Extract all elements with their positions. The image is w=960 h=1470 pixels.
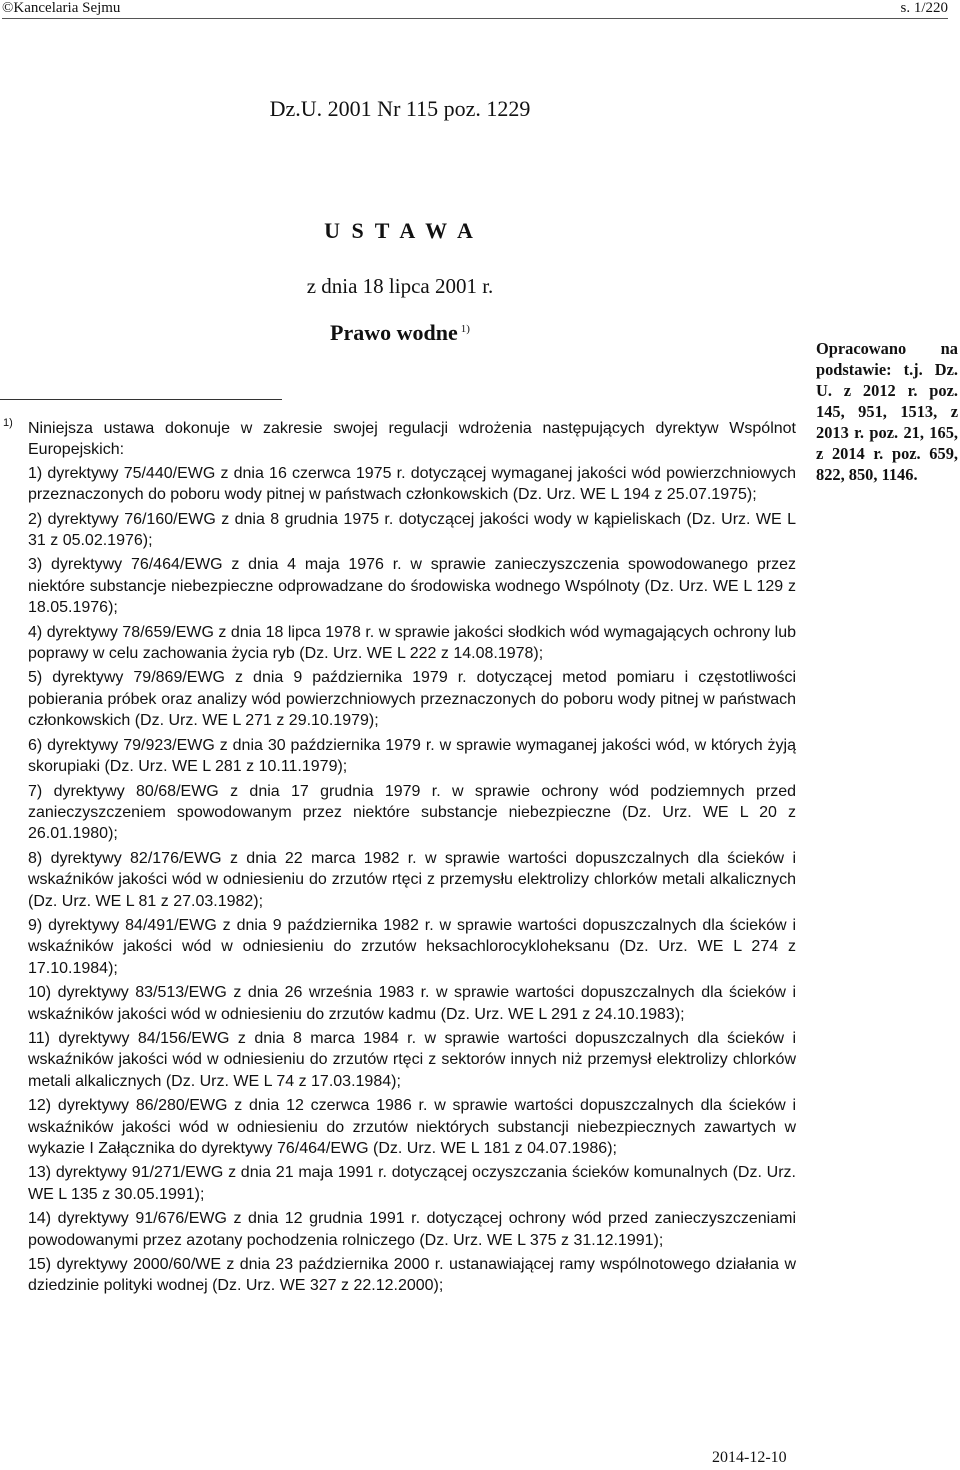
publisher-label: ©Kancelaria Sejmu bbox=[2, 0, 121, 16]
directive-item: 6) dyrektywy 79/923/EWG z dnia 30 października 1979 r. w sprawie wymaganej jakości wód, w których żyją skorupiaki (Dz. Urz. WE L 281 z 10.11.1979); bbox=[28, 736, 796, 776]
sidebar-note: Opracowano na podstawie: t.j. Dz. U. z 2012 r. poz. 145, 951, 1513, z 2013 r. poz. 21, 165, z 2014 r. poz. 659, 822, 850, 1146. bbox=[816, 339, 958, 484]
footnote bbox=[0, 418, 796, 1300]
directive-item: 8) dyrektywy 82/176/EWG z dnia 22 marca 1982 r. w sprawie wartości dopuszczalnych dla ścieków i wskaźników jakości wód w odniesieniu do zrzutów rtęci z przemysłu elektrolizy chlorków metali alkalicznych (Dz. Urz. WE L 81 z 27.03.1982); bbox=[28, 849, 796, 910]
directive-item: 12) dyrektywy 86/280/EWG z dnia 12 czerwca 1986 r. w sprawie wartości dopuszczalnych dla ścieków i wskaźników jakości wód w odniesieniu do zrzutów niektórych substancji niebezpiecznych zawartych w wykazie I Załącznika do dyrektywy 76/464/EWG (Dz. Urz. WE L 181 z 04.07.1986); bbox=[28, 1097, 796, 1157]
page-number: s. 1/220 bbox=[900, 0, 948, 16]
directive-item: 11) dyrektywy 84/156/EWG z dnia 8 marca 1984 r. w sprawie wartości dopuszczalnych dla ścieków i wskaźników jakości wód w odniesieniu do zrzutów rtęci z sektorów innych niż przemysł elektrolizy chlorków metali alkalicznych (Dz. Urz. WE L 74 z 17.03.1984); bbox=[28, 1029, 796, 1090]
directive-item: 14) dyrektywy 91/676/EWG z dnia 12 grudnia 1991 r. dotyczącej ochrony wód przed zanieczyszczeniami powodowanymi przez azotany pochodzenia rolniczego (Dz. Urz. WE L 375 z 31.12.1991); bbox=[28, 1210, 796, 1249]
directive-item: 2) dyrektywy 76/160/EWG z dnia 8 grudnia 1975 r. dotyczącej jakości wody w kąpieliskach (Dz. Urz. WE L 31 z 05.02.1976); bbox=[28, 510, 796, 550]
journal-citation: Dz.U. 2001 Nr 115 poz. 1229 bbox=[269, 96, 531, 121]
footnote-intro: Niniejsza ustawa dokonuje w zakresie swojej regulacji wdrożenia następujących dyrektyw Wspólnot Europejskich: bbox=[28, 420, 796, 459]
footnote-separator bbox=[0, 399, 282, 400]
directive-item: 3) dyrektywy 76/464/EWG z dnia 4 maja 1976 r. w sprawie zanieczyszczenia spowodowanego przez niektóre substancje niebezpieczne odprowadzane do środowiska wodnego Wspólnoty (Dz. Urz. WE L 129 z 18.05.1976); bbox=[28, 556, 796, 617]
directive-item: 4) dyrektywy 78/659/EWG z dnia 18 lipca 1978 r. w sprawie jakości słodkich wód wymagających ochrony lub poprawy w celu zachowania życia ryb (Dz. Urz. WE L 222 z 14.08.1978); bbox=[28, 623, 796, 663]
act-date: z dnia 18 lipca 2001 r. bbox=[306, 274, 494, 298]
act-name-text: Prawo wodne bbox=[330, 320, 458, 345]
directive-item: 5) dyrektywy 79/869/EWG z dnia 9 października 1979 r. dotyczącej metod pomiaru i częstotliwości pobierania próbek oraz analizy wód powierzchniowych przeznaczonych do poboru wody pitnej w państwach członkowskich (Dz. Urz. WE L 271 z 29.10.1979); bbox=[28, 669, 796, 730]
footnote-reference[interactable]: 1) bbox=[460, 322, 470, 335]
directive-list bbox=[28, 463, 796, 1297]
page-header bbox=[2, 0, 948, 19]
directive-item: 9) dyrektywy 84/491/EWG z dnia 9 października 1982 r. w sprawie wartości dopuszczalnych dla ścieków i wskaźników jakości wód w odniesieniu do zrzutów heksachlorocykloheksanu (Dz. Urz. WE L 274 z 17.10.1984); bbox=[28, 916, 796, 977]
directive-item: 7) dyrektywy 80/68/EWG z dnia 17 grudnia 1979 r. w sprawie ochrony wód podziemnych przed zanieczyszczeniem spowodowanym przez niektóre substancje niebezpieczne (Dz. Urz. WE L 20 z 26.01.1980); bbox=[28, 782, 796, 843]
footer-date: 2014-12-10 bbox=[712, 1449, 787, 1466]
directive-item: 15) dyrektywy 2000/60/WE z dnia 23 października 2000 r. ustanawiającej ramy wspólnotowego działania w dziedzinie polityki wodnej (Dz. Urz. WE 327 z 22.12.2000); bbox=[28, 1256, 796, 1295]
footnote-marker: 1) bbox=[3, 417, 13, 429]
directive-item: 1) dyrektywy 75/440/EWG z dnia 16 czerwca 1975 r. dotyczącej wymaganej jakości wód powierzchniowych przeznaczonych do poboru wody pitnej w państwach członkowskich (Dz. Urz. WE L 194 z 25.07.1975); bbox=[28, 464, 796, 504]
directive-item: 10) dyrektywy 83/513/EWG z dnia 26 września 1983 r. w sprawie wartości dopuszczalnych dla ścieków i wskaźników jakości wód w odniesieniu do zrzutów kadmu (Dz. Urz. WE L 291 z 24.10.1983); bbox=[28, 984, 796, 1023]
act-name bbox=[0, 320, 800, 346]
directive-item: 13) dyrektywy 91/271/EWG z dnia 21 maja 1991 r. dotyczącej oczyszczania ścieków komunalnych (Dz. Urz. WE L 135 z 30.05.1991); bbox=[28, 1164, 796, 1203]
act-title: U S T A W A bbox=[324, 218, 476, 243]
